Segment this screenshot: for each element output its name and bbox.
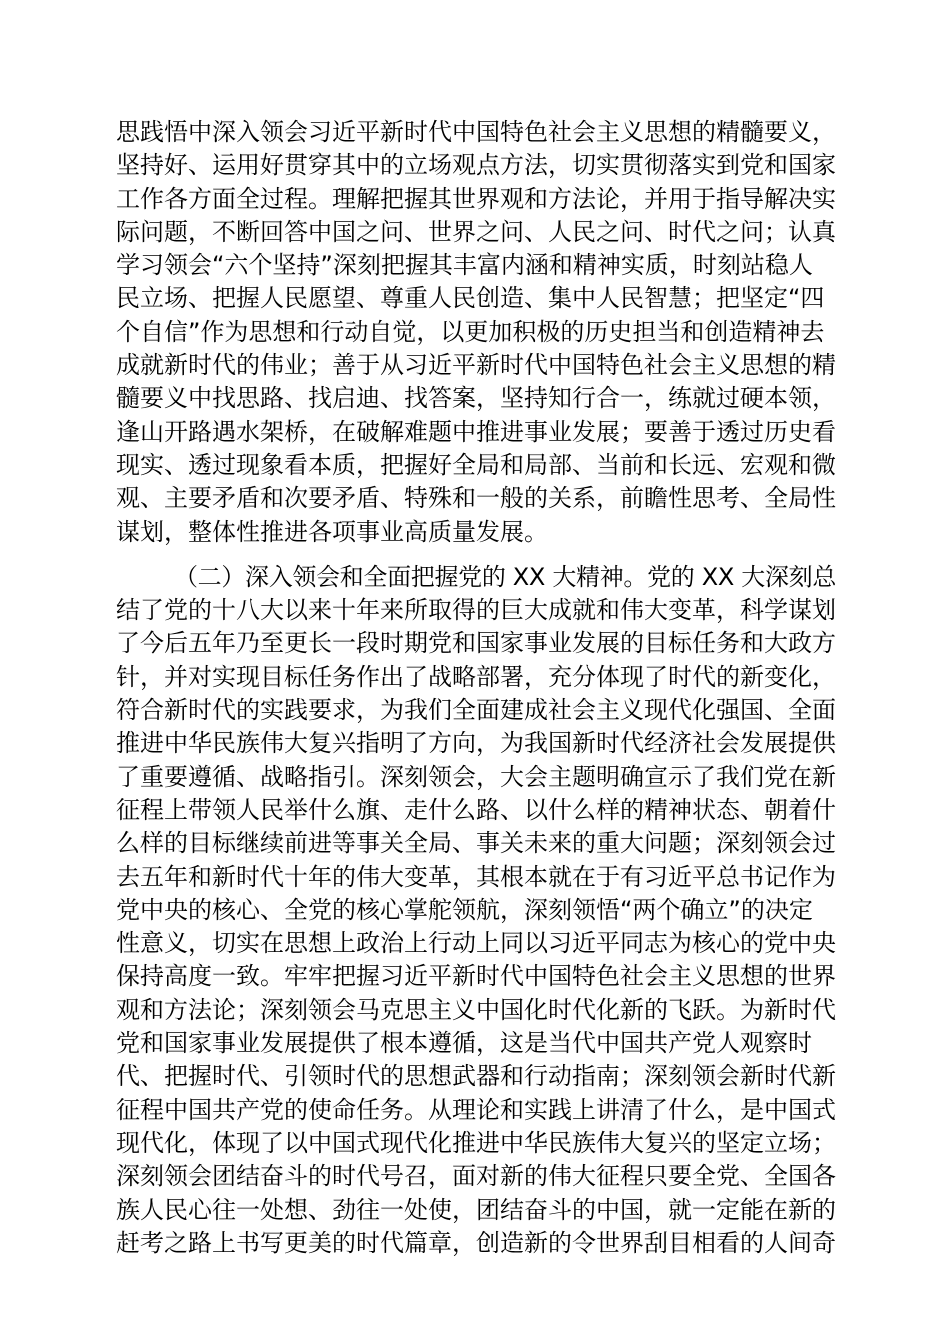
paragraph-spacer — [116, 549, 836, 561]
text-line: 性意义，切实在思想上政治上行动上同以习近平同志为核心的党中央 — [116, 929, 836, 958]
text-line: 征程中国共产党的使命任务。从理论和实践上讲清了什么，是中国式 — [116, 1095, 836, 1124]
text-line: 思践悟中深入领会习近平新时代中国特色社会主义思想的精髓要义， — [116, 118, 836, 146]
text-line: 去五年和新时代十年的伟大变革，其根本就在于有习近平总书记作为 — [116, 862, 836, 891]
text-line: 党和国家事业发展提供了根本遵循，这是当代中国共产党人观察时 — [116, 1029, 812, 1058]
text-line: 学习领会“六个坚持”深刻把握其丰富内涵和精神实质，时刻站稳人 — [116, 251, 813, 280]
text-line: 族人民心往一处想、劲往一处使，团结奋斗的中国，就一定能在新的 — [116, 1195, 836, 1224]
text-line: 符合新时代的实践要求，为我们全面建成社会主义现代化强国、全面 — [116, 696, 836, 725]
text-line: 现实、透过现象看本质，把握好全局和局部、当前和长远、宏观和微 — [116, 450, 836, 479]
text-line: 了今后五年乃至更长一段时期党和国家事业发展的目标任务和大政方 — [116, 629, 836, 658]
paragraph-2 — [116, 561, 836, 1260]
text-line: 谋划，整体性推进各项事业高质量发展。 — [116, 517, 548, 546]
text-line: 结了党的十八大以来十年来所取得的巨大成就和伟大变革，科学谋划 — [116, 596, 836, 625]
text-line: 逢山开路遇水架桥，在破解难题中推进事业发展；要善于透过历史看 — [116, 417, 836, 446]
text-line: 观和方法论；深刻领会马克思主义中国化时代化新的飞跃。为新时代 — [116, 995, 836, 1024]
text-line: 深刻领会团结奋斗的时代号召，面对新的伟大征程只要全党、全国各 — [116, 1162, 836, 1191]
text-line: 代、把握时代、引领时代的思想武器和行动指南；深刻领会新时代新 — [116, 1062, 836, 1091]
text-line: 推进中华民族伟大复兴指明了方向，为我国新时代经济社会发展提供 — [116, 729, 836, 758]
text-line: 际问题，不断回答中国之问、世界之问、人民之问、时代之问；认真 — [116, 217, 836, 246]
text-line: 成就新时代的伟业；善于从习近平新时代中国特色社会主义思想的精 — [116, 351, 836, 380]
text-line: 保持高度一致。牢牢把握习近平新时代中国特色社会主义思想的世界 — [116, 962, 836, 991]
text-line: 现代化，体现了以中国式现代化推进中华民族伟大复兴的坚定立场； — [116, 1128, 836, 1157]
text-line: 个自信”作为思想和行动自觉，以更加积极的历史担当和创造精神去 — [116, 317, 825, 346]
text-line-first: （二）深入领会和全面把握党的 XX 大精神。党的 XX 大深刻总 — [174, 562, 836, 591]
paragraph-1 — [116, 116, 836, 549]
text-line: 党中央的核心、全党的核心掌舵领航，深刻领悟“两个确立”的决定 — [116, 895, 813, 924]
text-line: 坚持好、运用好贯穿其中的立场观点方法，切实贯彻落实到党和国家 — [116, 151, 836, 180]
text-line: 观、主要矛盾和次要矛盾、特殊和一般的关系，前瞻性思考、全局性 — [116, 484, 836, 513]
text-line: 工作各方面全过程。理解把握其世界观和方法论，并用于指导解决实 — [116, 184, 836, 213]
text-line: 么样的目标继续前进等事关全局、事关未来的重大问题；深刻领会过 — [116, 829, 836, 858]
document-body — [116, 116, 836, 1260]
text-line: 征程上带领人民举什么旗、走什么路、以什么样的精神状态、朝着什 — [116, 795, 836, 824]
text-line: 赶考之路上书写更美的时代篇章，创造新的令世界刮目相看的人间奇 — [116, 1228, 836, 1257]
text-line: 髓要义中找思路、找启迪、找答案，坚持知行合一，练就过硬本领， — [116, 384, 836, 413]
text-line: 针，并对实现目标任务作出了战略部署，充分体现了时代的新变化， — [116, 662, 836, 691]
text-line: 了重要遵循、战略指引。深刻领会，大会主题明确宣示了我们党在新 — [116, 762, 836, 791]
text-line: 民立场、把握人民愿望、尊重人民创造、集中人民智慧；把坚定“四 — [116, 284, 825, 313]
